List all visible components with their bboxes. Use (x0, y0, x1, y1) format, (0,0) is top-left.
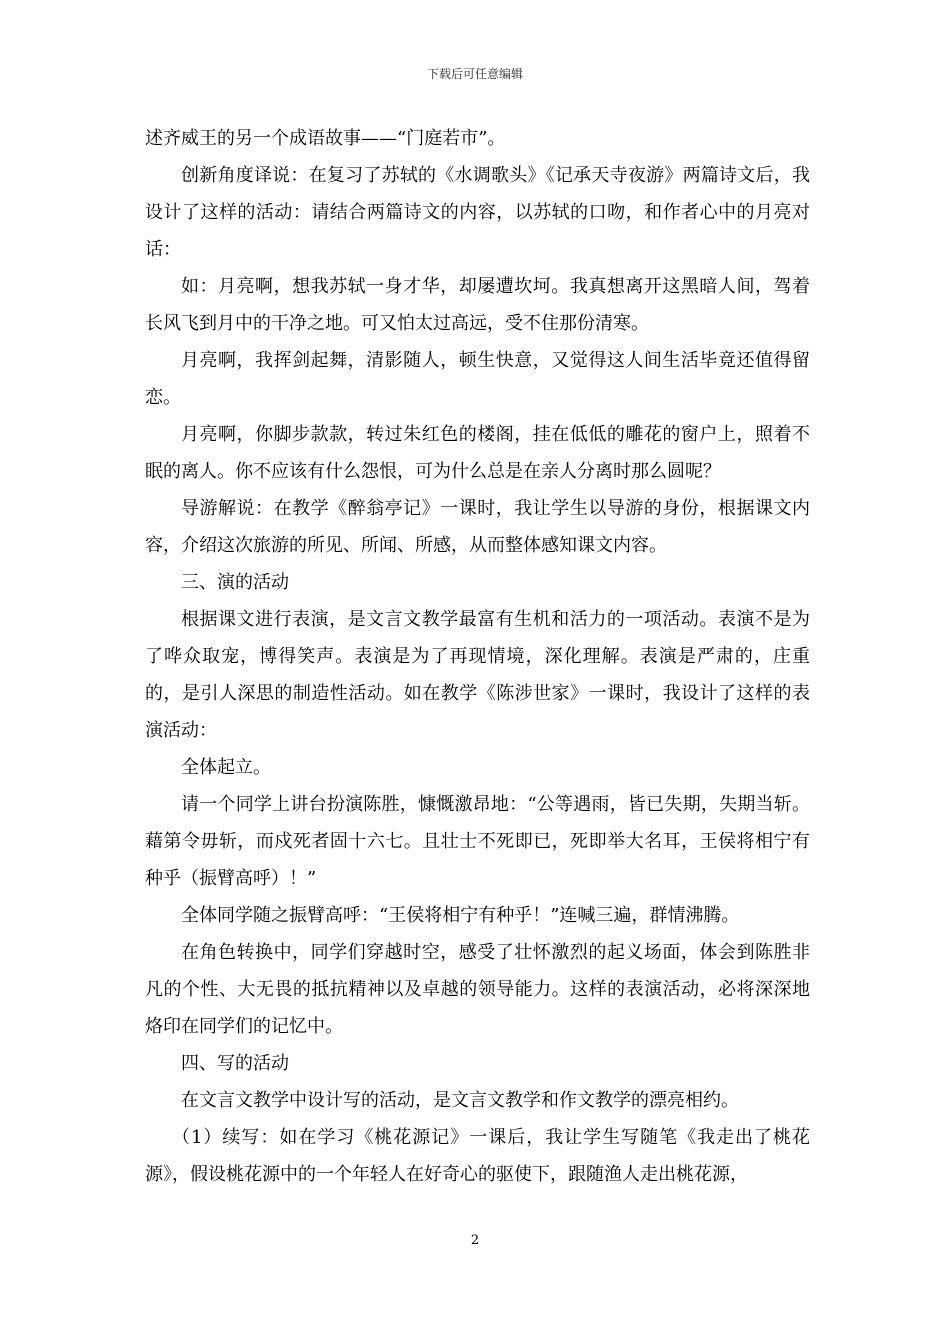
paragraph-continuation: 述齐威王的另一个成语故事——“门庭若市”。 (145, 128, 506, 149)
paragraph-continuation-writing: （1）续写：如在学习《桃花源记》一课后，我让学生写随笔《我走出了桃花源》，假设桃花源中的一个年轻人在好奇心的驱使下，跟随渔人走出桃花源， (145, 1127, 810, 1185)
section-heading-writing: 四、写的活动 (181, 1053, 289, 1074)
paragraph-writing-intro: 在文言文教学中设计写的活动，是文言文教学和作文教学的漂亮相约。 (181, 1090, 739, 1111)
paragraph-chen-sheng-speech: 请一个同学上讲台扮演陈胜，慷慨激昂地：“公等遇雨，皆已失期，失期当斩。藉第令毋斩，而戍死者固十六七。且壮士不死即已，死即举大名耳，王侯将相宁有种乎（振臂高呼）！” (145, 794, 810, 889)
document-body (145, 120, 810, 1193)
paragraph-moon-dialogue-1: 如：月亮啊，想我苏轼一身才华，却屡遭坎坷。我真想离开这黑暗人间，驾着长风飞到月中的干净之地。可又怕太过高远，受不住那份清寒。 (145, 276, 810, 334)
page-header: 下载后可任意编辑 (426, 67, 523, 81)
page-number: 2 (470, 1233, 480, 1248)
paragraph-moon-dialogue-2: 月亮啊，我挥剑起舞，清影随人，顿生快意，又觉得这人间生活毕竟还值得留恋。 (145, 350, 810, 408)
paragraph-moon-dialogue-3: 月亮啊，你脚步款款，转过朱红色的楼阁，挂在低低的雕花的窗户上，照着不眠的离人。你不应该有什么怨恨，可为什么总是在亲人分离时那么圆呢？ (145, 424, 810, 482)
paragraph-innovative-translation: 创新角度译说：在复习了苏轼的《水调歌头》《记承天寺夜游》两篇诗文后，我设计了这样的活动：请结合两篇诗文的内容，以苏轼的口吻，和作者心中的月亮对话： (145, 165, 810, 260)
paragraph-acting-intro: 根据课文进行表演，是文言文教学最富有生机和活力的一项活动。表演不是为了哗众取宠，博得笑声。表演是为了再现情境，深化理解。表演是严肃的，庄重的，是引人深思的制造性活动。如在教学《陈涉世家》一课时，我设计了这样的表演活动： (145, 609, 810, 741)
section-heading-acting: 三、演的活动 (181, 572, 289, 593)
paragraph-role-reflection: 在角色转换中，同学们穿越时空，感受了壮怀激烈的起义场面，体会到陈胜非凡的个性、大无畏的抵抗精神以及卓越的领导能力。这样的表演活动，必将深深地烙印在同学们的记忆中。 (145, 942, 810, 1037)
paragraph-stand-up: 全体起立。 (181, 757, 271, 778)
paragraph-tour-guide: 导游解说：在教学《醉翁亭记》一课时，我让学生以导游的身份，根据课文内容，介绍这次旅游的所见、所闻、所感，从而整体感知课文内容。 (145, 498, 810, 556)
paragraph-class-chant: 全体同学随之振臂高呼：“王侯将相宁有种乎！”连喊三遍，群情沸腾。 (181, 905, 740, 926)
